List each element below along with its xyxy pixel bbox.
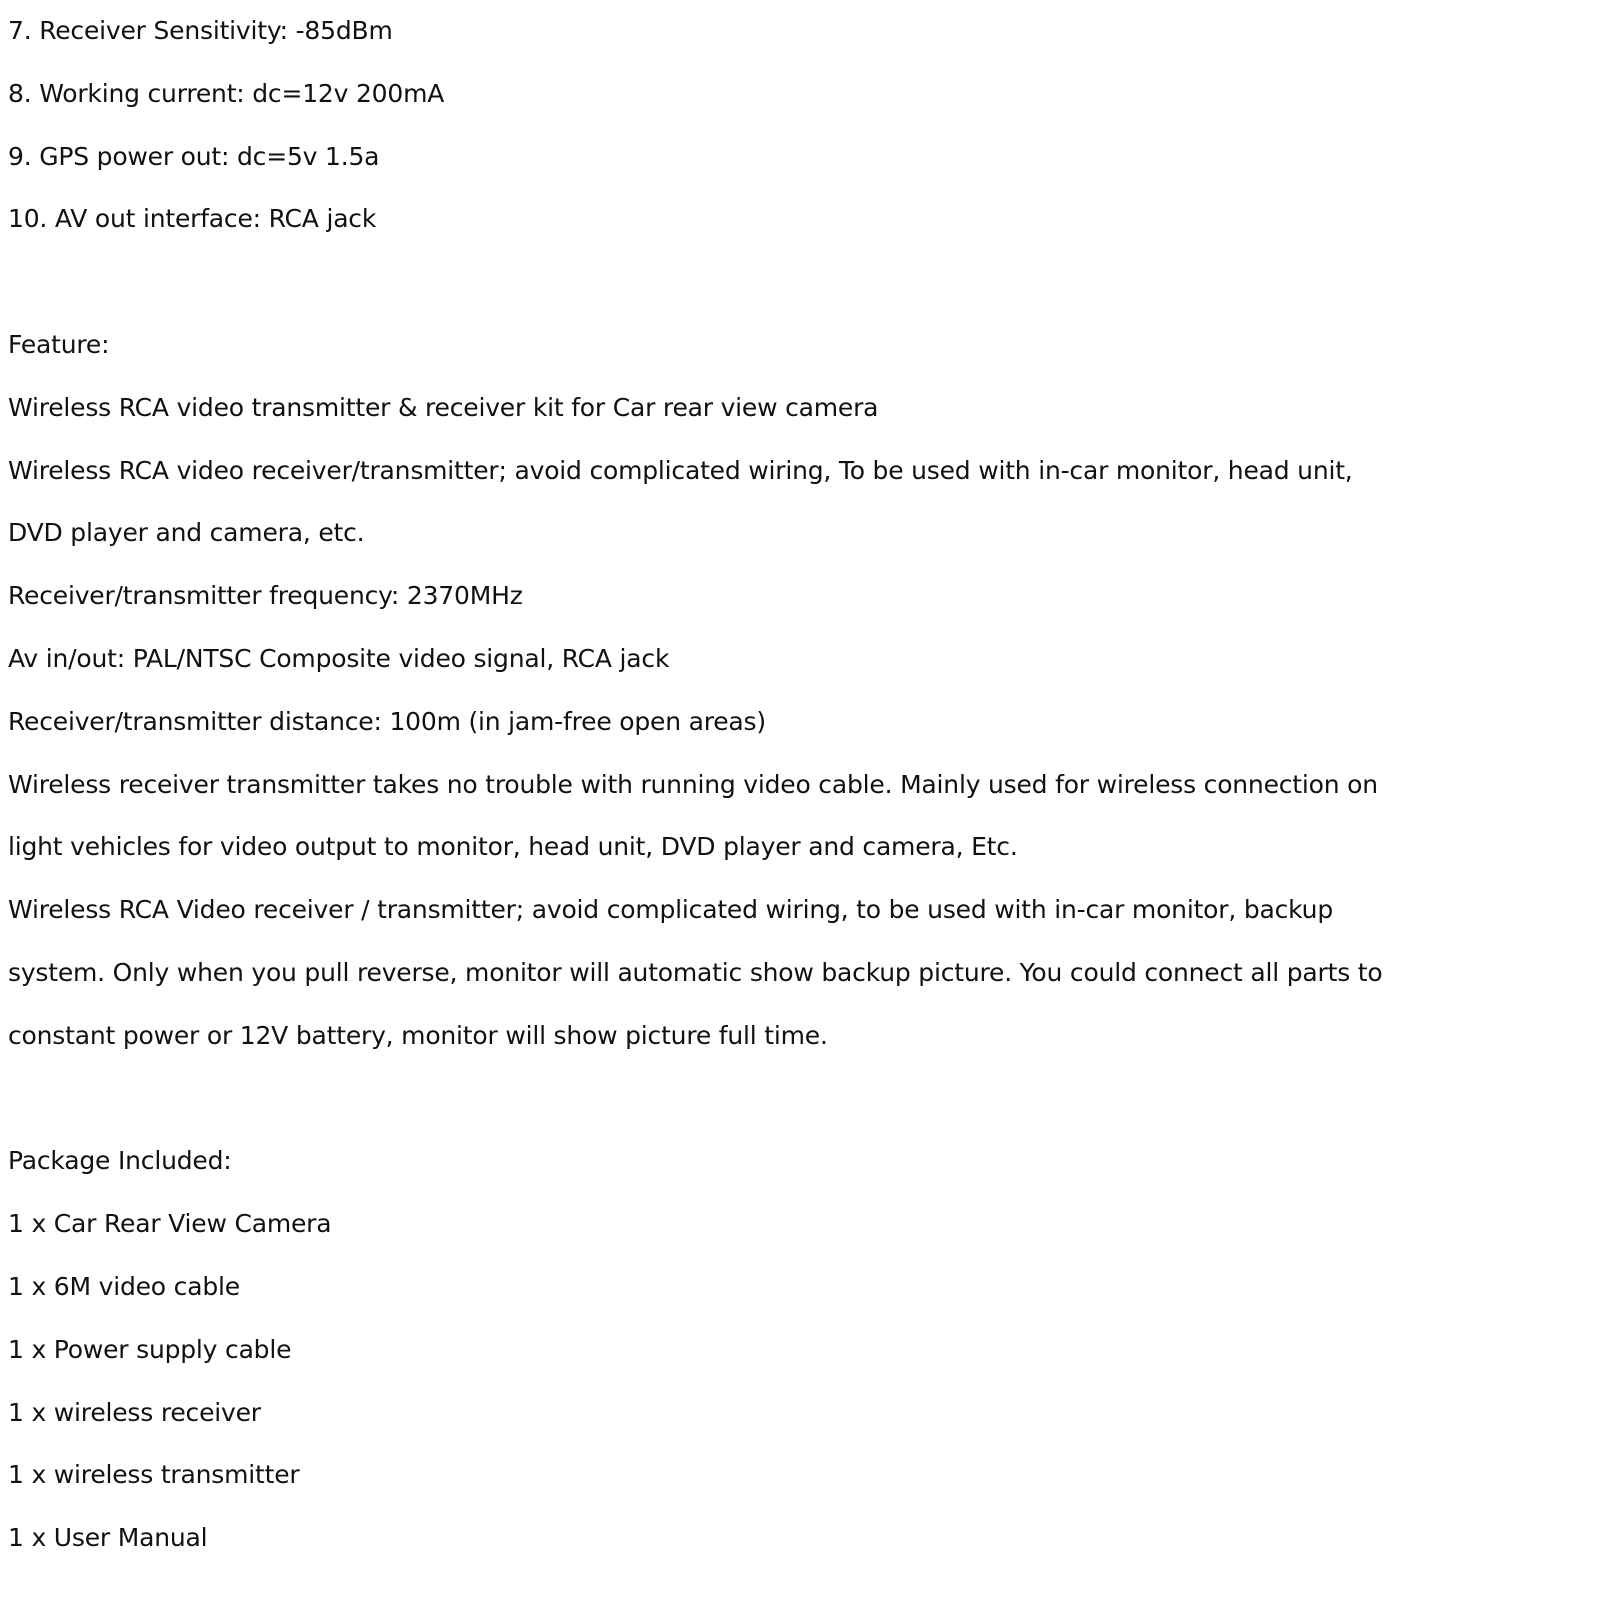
package-item: 1 x User Manual bbox=[8, 1523, 208, 1553]
package-item: 1 x 6M video cable bbox=[8, 1271, 240, 1301]
feature-line: Wireless RCA Video receiver / transmitter; avoid complicated wiring, to be used with in-car monitor, backup bbox=[8, 895, 1333, 925]
spec-line: 8. Working current: dc=12v 200mA bbox=[8, 78, 445, 108]
feature-line: DVD player and camera, etc. bbox=[8, 518, 365, 548]
feature-line: Wireless RCA video receiver/transmitter; avoid complicated wiring, To be used with in-car monitor, head unit, bbox=[8, 455, 1353, 485]
feature-line: Receiver/transmitter distance: 100m (in jam-free open areas) bbox=[8, 706, 766, 736]
feature-line: system. Only when you pull reverse, monitor will automatic show backup picture. You could connect all parts to bbox=[8, 957, 1383, 987]
feature-heading: Feature: bbox=[8, 329, 110, 359]
feature-line: light vehicles for video output to monitor, head unit, DVD player and camera, Etc. bbox=[8, 832, 1018, 862]
package-item: 1 x Power supply cable bbox=[8, 1334, 292, 1364]
feature-line: Av in/out: PAL/NTSC Composite video signal, RCA jack bbox=[8, 643, 670, 673]
spec-line: 10. AV out interface: RCA jack bbox=[8, 204, 377, 234]
feature-line: Wireless RCA video transmitter & receiver kit for Car rear view camera bbox=[8, 392, 879, 422]
feature-line: Wireless receiver transmitter takes no trouble with running video cable. Mainly used for wireless connection on bbox=[8, 769, 1378, 799]
package-item: 1 x wireless receiver bbox=[8, 1397, 261, 1427]
spec-line: 9. GPS power out: dc=5v 1.5a bbox=[8, 141, 380, 171]
spacer bbox=[8, 1068, 1588, 1131]
spacer bbox=[8, 251, 1588, 314]
package-list bbox=[8, 1193, 1588, 1570]
package-heading: Package Included: bbox=[8, 1146, 232, 1176]
feature-line: constant power or 12V battery, monitor will show picture full time. bbox=[8, 1020, 828, 1050]
package-item: 1 x Car Rear View Camera bbox=[8, 1209, 332, 1239]
feature-line: Receiver/transmitter frequency: 2370MHz bbox=[8, 581, 523, 611]
package-item: 1 x wireless transmitter bbox=[8, 1460, 300, 1490]
spec-line: 7. Receiver Sensitivity: -85dBm bbox=[8, 16, 393, 45]
specs-list bbox=[8, 0, 1588, 251]
package-section bbox=[8, 1130, 1588, 1570]
feature-section bbox=[8, 314, 1588, 1068]
product-description bbox=[8, 0, 1588, 1570]
